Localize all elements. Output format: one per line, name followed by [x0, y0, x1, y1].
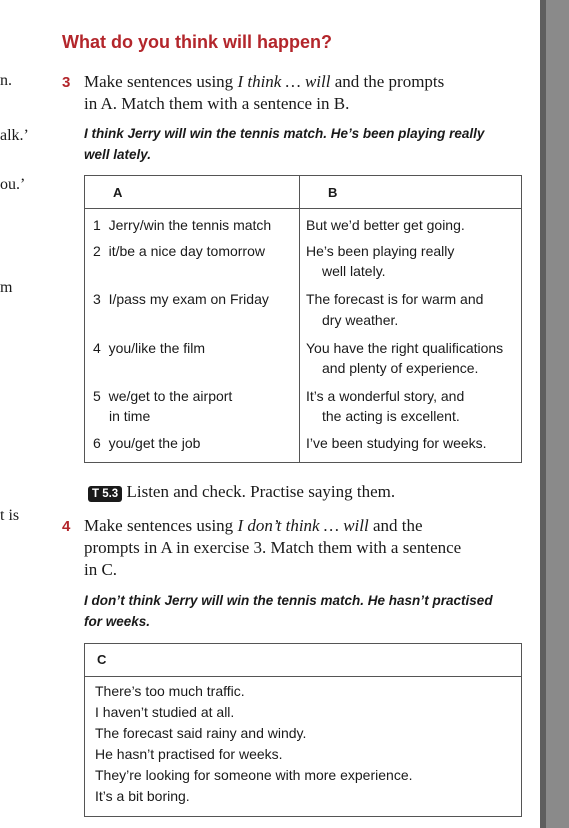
a-item-3: [93, 288, 269, 310]
section-title: What do you think will happen?: [62, 32, 332, 52]
c-item: I haven’t studied at all.: [95, 704, 235, 720]
table-c: [84, 643, 522, 817]
ex4-instr-line2: prompts in A in exercise 3. Match them with a sentence: [84, 538, 462, 557]
audio-track-badge[interactable]: T 5.3: [88, 486, 122, 502]
ex4-example-line1: I don’t think Jerry will win the tennis match. He hasn’t practised: [84, 593, 493, 608]
c-item: There’s too much traffic.: [95, 683, 245, 699]
a-item-text: you/like the film: [108, 340, 206, 356]
exercise-3-instruction: [84, 71, 524, 115]
table-bottom-border: [84, 462, 522, 463]
ex4-instr-b: and the: [368, 516, 423, 535]
margin-fragment-4: m: [0, 279, 13, 296]
a-item-5: [93, 385, 232, 407]
a-item-num: 5: [93, 388, 101, 404]
exercise-3-example: [84, 123, 524, 165]
ex4-instr-phrase: I don’t think … will: [237, 516, 369, 535]
page-edge-dark: [540, 0, 546, 828]
b-item-1: But we’d better get going.: [306, 217, 465, 233]
table-header-b: B: [300, 176, 522, 209]
table-header-c: C: [85, 644, 521, 677]
exercise-4-instruction: [84, 515, 529, 581]
margin-fragment-2: alk.’: [0, 127, 29, 144]
c-item: The forecast said rainy and windy.: [95, 725, 307, 741]
a-item-1: [93, 214, 271, 236]
a-item-num: 3: [93, 291, 101, 307]
ex3-example-line1: I think Jerry will win the tennis match. He’s been playing really: [84, 126, 485, 141]
c-item: It’s a bit boring.: [95, 788, 190, 804]
ex3-instr-line2: in A. Match them with a sentence in B.: [84, 94, 350, 113]
a-item-text: you/get the job: [108, 435, 201, 451]
b-item-3-cont: dry weather.: [322, 312, 399, 328]
ex3-instr-phrase: I think … will: [237, 72, 331, 91]
exercise-4-example: [84, 590, 529, 632]
ex4-instr-a: Make sentences using: [84, 516, 238, 535]
b-item-5: It’s a wonderful story, and: [306, 388, 465, 404]
a-item-num: 2: [93, 243, 101, 259]
b-item-2: He’s been playing really: [306, 243, 455, 259]
a-item-4: [93, 337, 205, 359]
c-item: He hasn’t practised for weeks.: [95, 746, 283, 762]
a-item-6: [93, 432, 200, 454]
b-item-3: The forecast is for warm and: [306, 291, 484, 307]
a-item-num: 6: [93, 435, 101, 451]
c-item: They’re looking for someone with more experience.: [95, 767, 413, 783]
a-item-5-cont: in time: [109, 408, 151, 424]
margin-fragment-1: n.: [0, 72, 12, 89]
column-c-list: [85, 677, 521, 807]
listen-and-check: [88, 482, 395, 502]
margin-fragment-5: t is: [0, 507, 20, 524]
b-item-4-cont: and plenty of experience.: [322, 360, 479, 376]
b-item-4: You have the right qualifications: [306, 340, 504, 356]
ex3-example-line2: well lately.: [84, 147, 152, 162]
exercise-4-number: 4: [62, 518, 71, 535]
ex3-instr-b: and the prompts: [330, 72, 445, 91]
a-item-2: [93, 240, 265, 262]
a-item-text: I/pass my exam on Friday: [108, 291, 269, 307]
ex4-example-line2: for weeks.: [84, 614, 151, 629]
exercise-3-number: 3: [62, 74, 71, 91]
margin-fragment-3: ou.’: [0, 176, 26, 193]
table-header-a: A: [85, 176, 300, 209]
b-item-2-cont: well lately.: [322, 263, 386, 279]
ex4-instr-line3: in C.: [84, 560, 118, 579]
b-item-5-cont: the acting is excellent.: [322, 408, 460, 424]
ex3-instr-a: Make sentences using: [84, 72, 238, 91]
a-item-text: Jerry/win the tennis match: [108, 217, 272, 233]
a-item-num: 4: [93, 340, 101, 356]
a-item-text: it/be a nice day tomorrow: [108, 243, 265, 259]
b-item-6: I’ve been studying for weeks.: [306, 435, 487, 451]
listen-text: Listen and check. Practise saying them.: [126, 482, 396, 501]
a-item-text: we/get to the airport: [108, 388, 233, 404]
a-item-num: 1: [93, 217, 101, 233]
